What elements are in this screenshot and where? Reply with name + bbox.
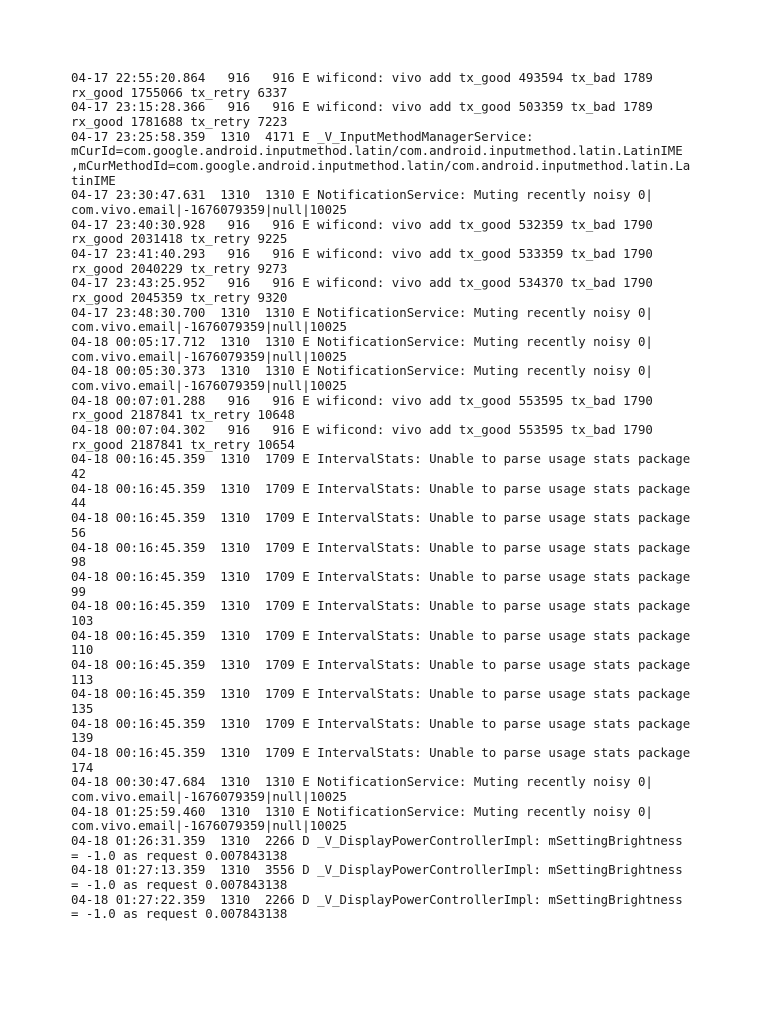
log-line: 04-18 00:16:45.359 1310 1709 E IntervalStats: Unable to parse usage stats package: [71, 451, 691, 467]
log-line: 103: [71, 612, 94, 628]
log-line: ,mCurMethodId=com.google.android.inputmethod.latin/com.android.inputmethod.latin.La: [71, 158, 691, 174]
log-line: com.vivo.email|-1676079359|null|10025: [71, 348, 348, 364]
log-line: 04-18 00:16:45.359 1310 1709 E IntervalStats: Unable to parse usage stats package: [71, 744, 691, 760]
log-line: 04-18 00:16:45.359 1310 1709 E IntervalStats: Unable to parse usage stats package: [71, 598, 691, 614]
log-line: rx_good 1781688 tx_retry 7223: [71, 114, 288, 130]
log-line: rx_good 2045359 tx_retry 9320: [71, 290, 288, 306]
log-line: rx_good 2040229 tx_retry 9273: [71, 260, 288, 276]
log-line: 04-17 23:15:28.366 916 916 E wificond: vivo add tx_good 503359 tx_bad 1789: [71, 99, 653, 115]
log-line: com.vivo.email|-1676079359|null|10025: [71, 818, 348, 834]
log-line: = -1.0 as request 0.007843138: [71, 906, 288, 922]
log-line: 04-18 01:26:31.359 1310 2266 D _V_DisplayPowerControllerImpl: mSettingBrightness: [71, 832, 683, 848]
log-line: 04-17 23:48:30.700 1310 1310 E NotificationService: Muting recently noisy 0|: [71, 304, 653, 320]
log-line: 04-18 01:27:13.359 1310 3556 D _V_DisplayPowerControllerImpl: mSettingBrightness: [71, 862, 683, 878]
log-line: 04-18 00:16:45.359 1310 1709 E IntervalStats: Unable to parse usage stats package: [71, 715, 691, 731]
log-line: 04-18 00:07:01.288 916 916 E wificond: vivo add tx_good 553595 tx_bad 1790: [71, 392, 653, 408]
log-line: = -1.0 as request 0.007843138: [71, 847, 288, 863]
log-line: 42: [71, 466, 86, 482]
log-line: com.vivo.email|-1676079359|null|10025: [71, 319, 348, 335]
log-line: 04-18 00:30:47.684 1310 1310 E NotificationService: Muting recently noisy 0|: [71, 774, 653, 790]
log-line: 174: [71, 759, 94, 775]
log-line: rx_good 2031418 tx_retry 9225: [71, 231, 288, 247]
log-line: 04-18 00:07:04.302 916 916 E wificond: vivo add tx_good 553595 tx_bad 1790: [71, 422, 653, 438]
log-line: mCurId=com.google.android.inputmethod.latin/com.android.inputmethod.latin.LatinIME: [71, 143, 683, 159]
log-line: 113: [71, 671, 94, 687]
log-line: 04-18 01:25:59.460 1310 1310 E NotificationService: Muting recently noisy 0|: [71, 803, 653, 819]
log-line: 04-17 23:43:25.952 916 916 E wificond: vivo add tx_good 534370 tx_bad 1790: [71, 275, 653, 291]
log-line: 135: [71, 700, 94, 716]
log-line: tinIME: [71, 172, 116, 188]
log-line: 04-17 22:55:20.864 916 916 E wificond: vivo add tx_good 493594 tx_bad 1789: [71, 70, 653, 85]
log-line: rx_good 1755066 tx_retry 6337: [71, 84, 288, 100]
log-line: = -1.0 as request 0.007843138: [71, 876, 288, 892]
log-line: 04-18 00:16:45.359 1310 1709 E IntervalStats: Unable to parse usage stats package: [71, 510, 691, 526]
log-line: 04-18 00:16:45.359 1310 1709 E IntervalStats: Unable to parse usage stats package: [71, 480, 691, 496]
log-line: rx_good 2187841 tx_retry 10648: [71, 407, 295, 423]
log-line: com.vivo.email|-1676079359|null|10025: [71, 788, 348, 804]
log-line: 44: [71, 495, 86, 511]
log-line: 04-18 00:05:30.373 1310 1310 E NotificationService: Muting recently noisy 0|: [71, 363, 653, 379]
log-line: 04-18 00:16:45.359 1310 1709 E IntervalStats: Unable to parse usage stats package: [71, 539, 691, 555]
log-line: 99: [71, 583, 86, 599]
log-line: 04-17 23:30:47.631 1310 1310 E NotificationService: Muting recently noisy 0|: [71, 187, 653, 203]
log-line: 04-17 23:41:40.293 916 916 E wificond: vivo add tx_good 533359 tx_bad 1790: [71, 246, 653, 262]
log-text-block: [71, 71, 711, 922]
log-line: 04-18 00:16:45.359 1310 1709 E IntervalStats: Unable to parse usage stats package: [71, 656, 691, 672]
log-line: 139: [71, 730, 94, 746]
log-line: 56: [71, 524, 86, 540]
log-line: 04-18 00:16:45.359 1310 1709 E IntervalStats: Unable to parse usage stats package: [71, 686, 691, 702]
log-line: 04-18 00:05:17.712 1310 1310 E NotificationService: Muting recently noisy 0|: [71, 334, 653, 350]
log-line: com.vivo.email|-1676079359|null|10025: [71, 202, 348, 218]
log-line: 110: [71, 642, 94, 658]
log-line: 04-18 01:27:22.359 1310 2266 D _V_DisplayPowerControllerImpl: mSettingBrightness: [71, 891, 683, 907]
log-line: rx_good 2187841 tx_retry 10654: [71, 436, 295, 452]
log-line: 98: [71, 554, 86, 570]
log-line: 04-17 23:25:58.359 1310 4171 E _V_InputMethodManagerService:: [71, 128, 534, 144]
log-line: 04-18 00:16:45.359 1310 1709 E IntervalStats: Unable to parse usage stats package: [71, 627, 691, 643]
log-line: 04-18 00:16:45.359 1310 1709 E IntervalStats: Unable to parse usage stats package: [71, 568, 691, 584]
log-line: com.vivo.email|-1676079359|null|10025: [71, 378, 348, 394]
log-line: 04-17 23:40:30.928 916 916 E wificond: vivo add tx_good 532359 tx_bad 1790: [71, 216, 653, 232]
